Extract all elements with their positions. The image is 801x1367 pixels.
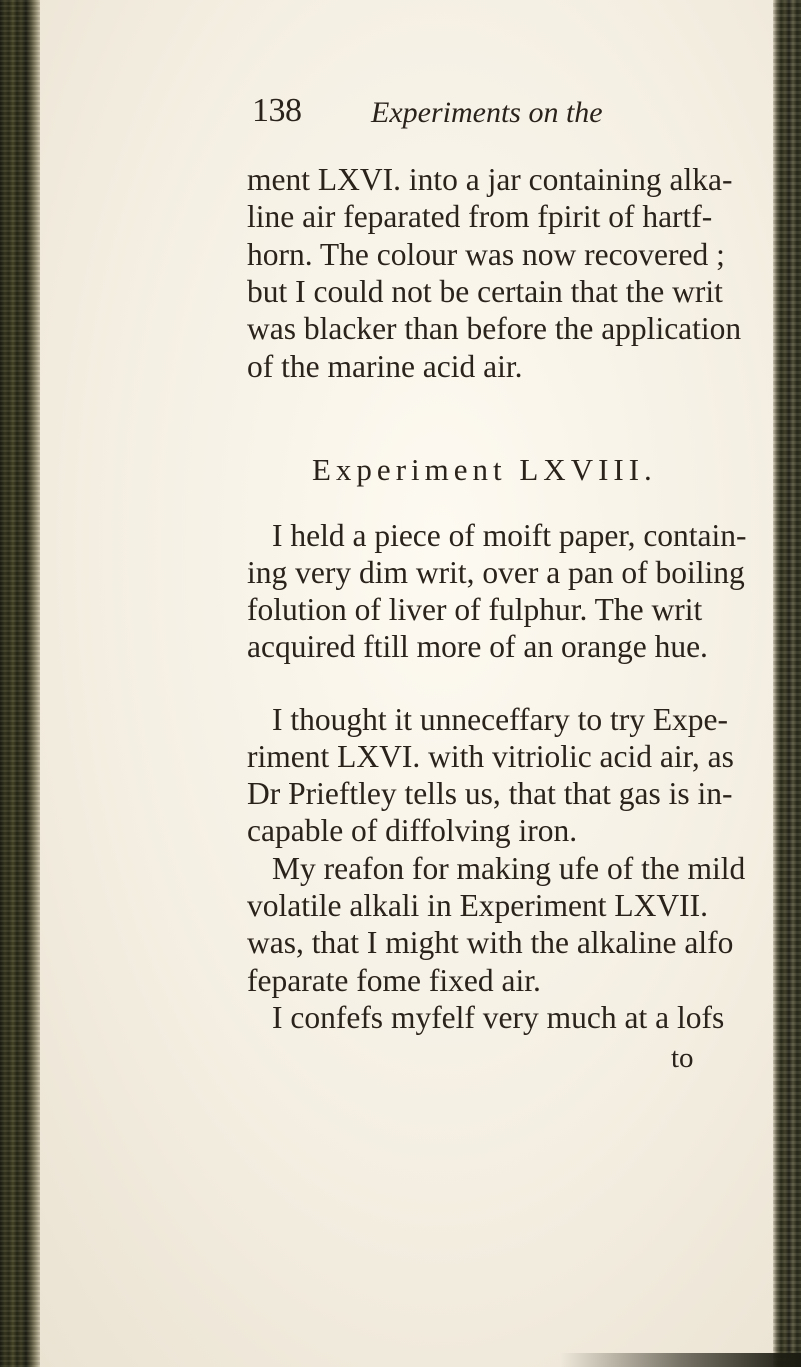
bottom-edge-shadow [560,1353,801,1367]
page-number: 138 [252,92,302,129]
book-binding-edge [0,0,40,1367]
text-line: Dr Prieftley tells us, that that gas is in- [247,776,733,811]
text-line: My reafon for making ufe of the mild [272,851,746,886]
text-line: I confefs myfelf very much at a lofs [272,1000,725,1035]
text-line: I held a piece of moift paper, contain- [272,518,747,553]
section-heading: Experiment LXVIII. [312,452,657,487]
text-line: I thought it unneceffary to try Expe- [272,702,729,737]
running-head: Experiments on the [371,96,603,129]
catchword: to [671,1042,694,1074]
text-line: was blacker than before the application [247,311,742,346]
text-line: ing very dim writ, over a pan of boiling [247,555,745,590]
text-line: but I could not be certain that the writ [247,274,723,309]
text-line: ment LXVI. into a jar containing alka- [247,162,733,197]
text-line: horn. The colour was now recovered ; [247,237,725,272]
text-line: feparate fome fixed air. [247,963,541,998]
text-line: was, that I might with the alkaline alfo [247,925,734,960]
text-line: of the marine acid air. [247,349,523,384]
text-line: volatile alkali in Experiment LXVII. [247,888,708,923]
text-line: capable of diffolving iron. [247,813,578,848]
text-line: line air feparated from fpirit of hartf- [247,199,713,234]
text-line: folution of liver of fulphur. The writ [247,592,703,627]
text-line: riment LXVI. with vitriolic acid air, as [247,739,734,774]
page-header [247,92,767,138]
page-edges-right [773,0,801,1367]
text-line: acquired ftill more of an orange hue. [247,629,708,664]
